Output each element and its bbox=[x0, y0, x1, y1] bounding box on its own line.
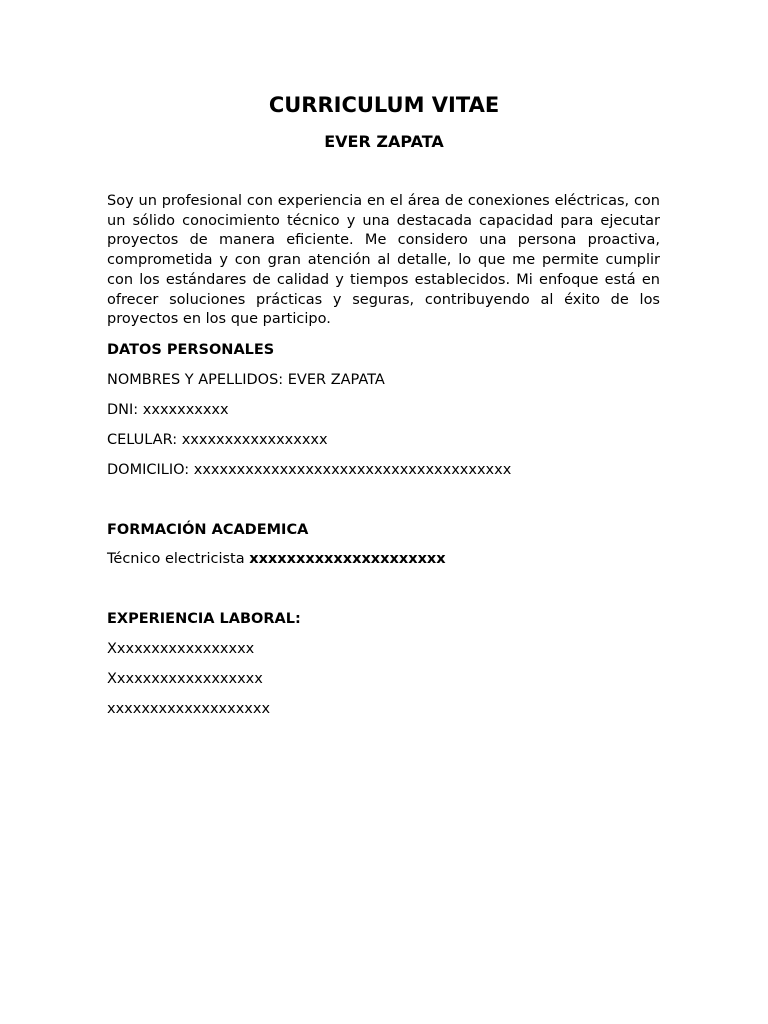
experiencia-item-2: Xxxxxxxxxxxxxxxxxx bbox=[107, 671, 263, 687]
experiencia-item-1: Xxxxxxxxxxxxxxxxx bbox=[107, 641, 255, 657]
formacion-label: Técnico electricista bbox=[107, 551, 250, 567]
experiencia-item-3: xxxxxxxxxxxxxxxxxxx bbox=[107, 701, 271, 717]
section-heading-formacion-academica: FORMACIÓN ACADEMICA bbox=[107, 522, 309, 538]
field-dni: DNI: xxxxxxxxxx bbox=[107, 402, 229, 418]
section-heading-experiencia-laboral: EXPERIENCIA LABORAL: bbox=[107, 611, 301, 627]
candidate-name: EVER ZAPATA bbox=[324, 132, 444, 151]
formacion-entry bbox=[107, 549, 667, 569]
profile-summary: Soy un profesional con experiencia en el área de conexiones eléctricas, con un sólido conocimiento técnico y una destacada capacidad para ejecutar proyectos de manera eficiente. Me considero una persona proactiva, comprometida y con gran atención al detalle, lo que me permite cumplir con los estándares de calidad y tiempos establecidos. Mi enfoque está en ofrecer soluciones prácticas y seguras, contribuyendo al éxito de los proyectos en los que participo. bbox=[107, 193, 660, 328]
field-domicilio: DOMICILIO: xxxxxxxxxxxxxxxxxxxxxxxxxxxxxxxxxxxxx bbox=[107, 462, 512, 478]
section-heading-datos-personales: DATOS PERSONALES bbox=[107, 342, 275, 358]
field-celular: CELULAR: xxxxxxxxxxxxxxxxx bbox=[107, 432, 328, 448]
document-title: CURRICULUM VITAE bbox=[268, 93, 500, 117]
field-nombres-apellidos: NOMBRES Y APELLIDOS: EVER ZAPATA bbox=[107, 372, 385, 388]
formacion-value: xxxxxxxxxxxxxxxxxxxxx bbox=[249, 551, 446, 567]
